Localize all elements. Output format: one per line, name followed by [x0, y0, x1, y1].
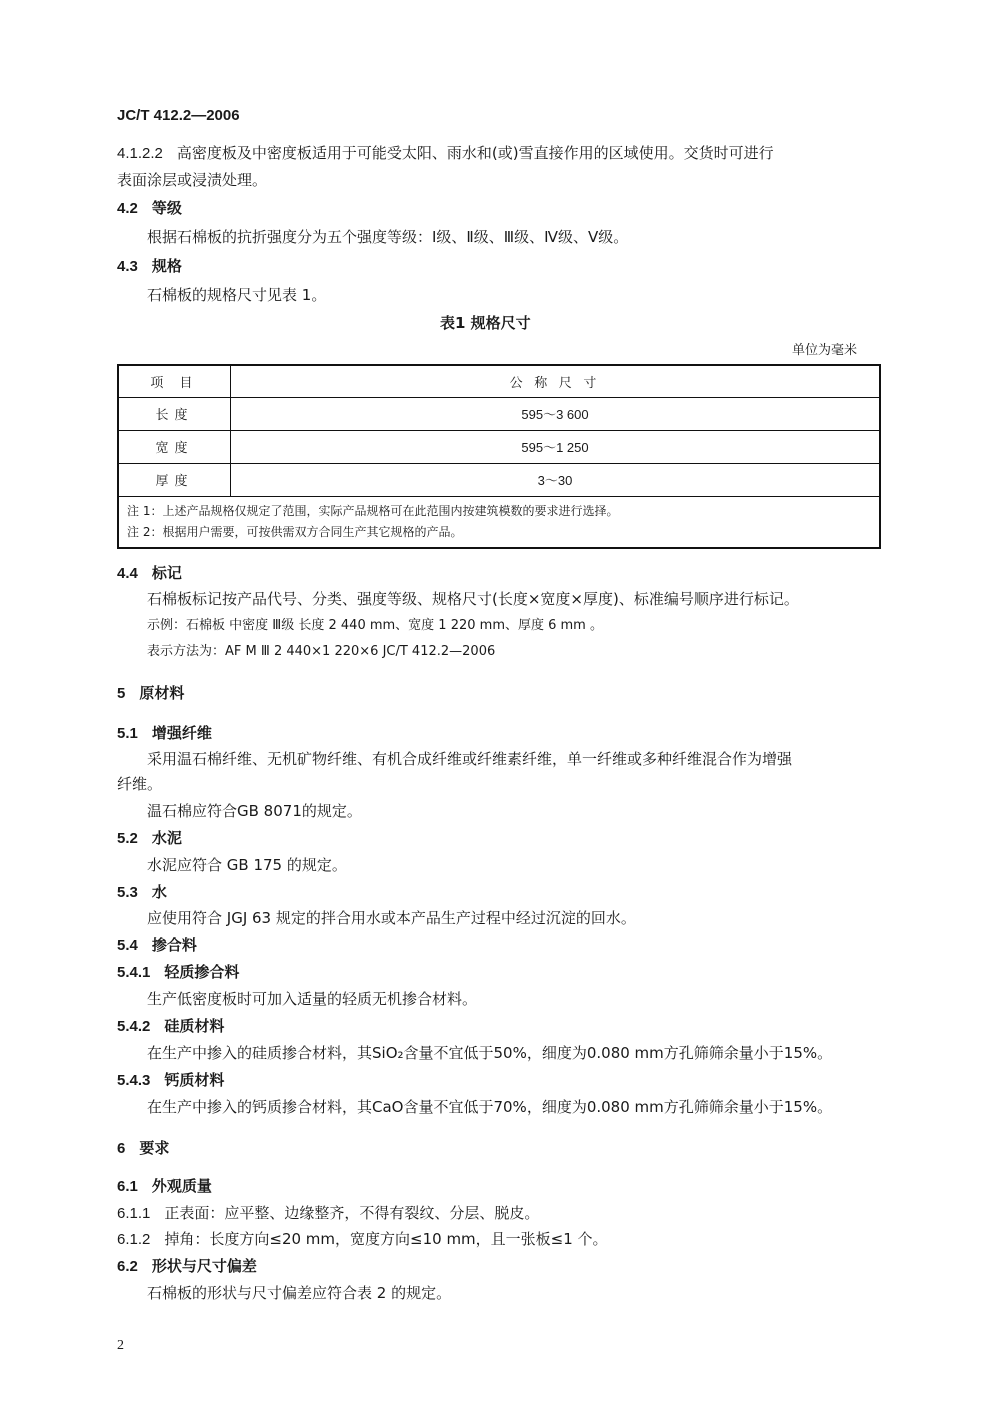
section-heading-5-2: 5.2 水泥 — [117, 829, 182, 847]
section-heading-4-2: 4.2 等级 — [117, 199, 182, 217]
section-heading-5-4-3: 5.4.3 钙质材料 — [117, 1071, 225, 1089]
section-heading-6-1: 6.1 外观质量 — [117, 1177, 212, 1195]
clause-6-1-1: 6.1.1 正表面：应平整、边缘整齐，不得有裂纹、分层、脱皮。 — [117, 1204, 540, 1222]
clause-4-1-2-2 — [117, 142, 774, 163]
table-row — [118, 430, 880, 463]
document-code: JC/T 412.2—2006 — [117, 107, 240, 124]
clause-number: 4.1.2.2 — [117, 145, 163, 162]
table-note-1: 注 1：上述产品规格仅规定了范围，实际产品规格可在此范围内按建筑模数的要求进行选择。 — [127, 503, 619, 518]
row-item: 厚度 — [118, 463, 231, 496]
table-header-row — [118, 365, 880, 397]
section-heading-4-3: 4.3 规格 — [117, 257, 182, 275]
table-row — [118, 463, 880, 496]
header-item: 项 目 — [118, 365, 231, 397]
clause-5-2-text: 水泥应符合 GB 175 的规定。 — [147, 856, 347, 874]
marking-example: 示例：石棉板 中密度 Ⅲ级 长度 2 440 mm、宽度 1 220 mm、厚度 6 mm 。 — [147, 618, 603, 633]
page-number: 2 — [117, 1338, 124, 1353]
clause-text: 高密度板及中密度板适用于可能受太阳、雨水和(或)雪直接作用的区域使用。交货时可进行 — [176, 144, 774, 162]
table-caption: 表1 规格尺寸 — [440, 314, 531, 332]
row-item: 长度 — [118, 397, 231, 430]
clause-4-2-text: 根据石棉板的抗折强度分为五个强度等级：Ⅰ级、Ⅱ级、Ⅲ级、Ⅳ级、Ⅴ级。 — [147, 228, 629, 246]
section-heading-5-4-2: 5.4.2 硅质材料 — [117, 1017, 225, 1035]
section-heading-6-2: 6.2 形状与尺寸偏差 — [117, 1257, 257, 1275]
header-nominal-size: 公 称 尺 寸 — [231, 365, 881, 397]
table-row — [118, 397, 880, 430]
clause-5-4-2-text: 在生产中掺入的硅质掺合材料，其SiO₂含量不宜低于50%，细度为0.080 mm方孔筛筛余量小于15%。 — [147, 1044, 833, 1062]
section-heading-5-3: 5.3 水 — [117, 883, 167, 901]
table-notes-row — [118, 496, 880, 548]
clause-5-1-line-1: 采用温石棉纤维、无机矿物纤维、有机合成纤维或纤维素纤维，单一纤维或多种纤维混合作为增强 — [147, 750, 793, 768]
row-value: 3～30 — [231, 463, 881, 496]
clause-5-1-line-3: 温石棉应符合GB 8071的规定。 — [147, 802, 362, 820]
row-value: 595～1 250 — [231, 430, 881, 463]
table-unit: 单位为毫米 — [792, 343, 858, 358]
chapter-heading-6: 6 要求 — [117, 1139, 170, 1157]
section-heading-5-1: 5.1 增强纤维 — [117, 724, 212, 742]
clause-5-4-3-text: 在生产中掺入的钙质掺合材料，其CaO含量不宜低于70%，细度为0.080 mm方孔筛筛余量小于15%。 — [147, 1098, 833, 1116]
clause-6-1-2: 6.1.2 掉角：长度方向≤20 mm，宽度方向≤10 mm，且一张板≤1 个。 — [117, 1230, 608, 1248]
clause-4-3-text: 石棉板的规格尺寸见表 1。 — [147, 286, 327, 304]
marking-notation: 表示方法为：AF M Ⅲ 2 440×1 220×6 JC/T 412.2—2006 — [147, 644, 496, 659]
table-note-2: 注 2：根据用户需要，可按供需双方合同生产其它规格的产品。 — [127, 524, 463, 539]
clause-6-2-text: 石棉板的形状与尺寸偏差应符合表 2 的规定。 — [147, 1284, 452, 1302]
clause-5-3-text: 应使用符合 JGJ 63 规定的拌合用水或本产品生产过程中经过沉淀的回水。 — [147, 909, 636, 927]
row-item: 宽度 — [118, 430, 231, 463]
clause-4-1-2-2-cont: 表面涂层或浸渍处理。 — [117, 171, 268, 189]
clause-5-1-line-2: 纤维。 — [117, 775, 163, 793]
spec-table — [117, 364, 881, 549]
table-notes — [118, 496, 880, 548]
chapter-heading-5: 5 原材料 — [117, 684, 185, 702]
row-value: 595～3 600 — [231, 397, 881, 430]
section-heading-4-4: 4.4 标记 — [117, 564, 182, 582]
section-heading-5-4: 5.4 掺合料 — [117, 936, 197, 954]
clause-4-4-text: 石棉板标记按产品代号、分类、强度等级、规格尺寸(长度×宽度×厚度)、标准编号顺序进行标记。 — [147, 590, 799, 608]
section-heading-5-4-1: 5.4.1 轻质掺合料 — [117, 963, 240, 981]
clause-5-4-1-text: 生产低密度板时可加入适量的轻质无机掺合材料。 — [147, 990, 478, 1008]
